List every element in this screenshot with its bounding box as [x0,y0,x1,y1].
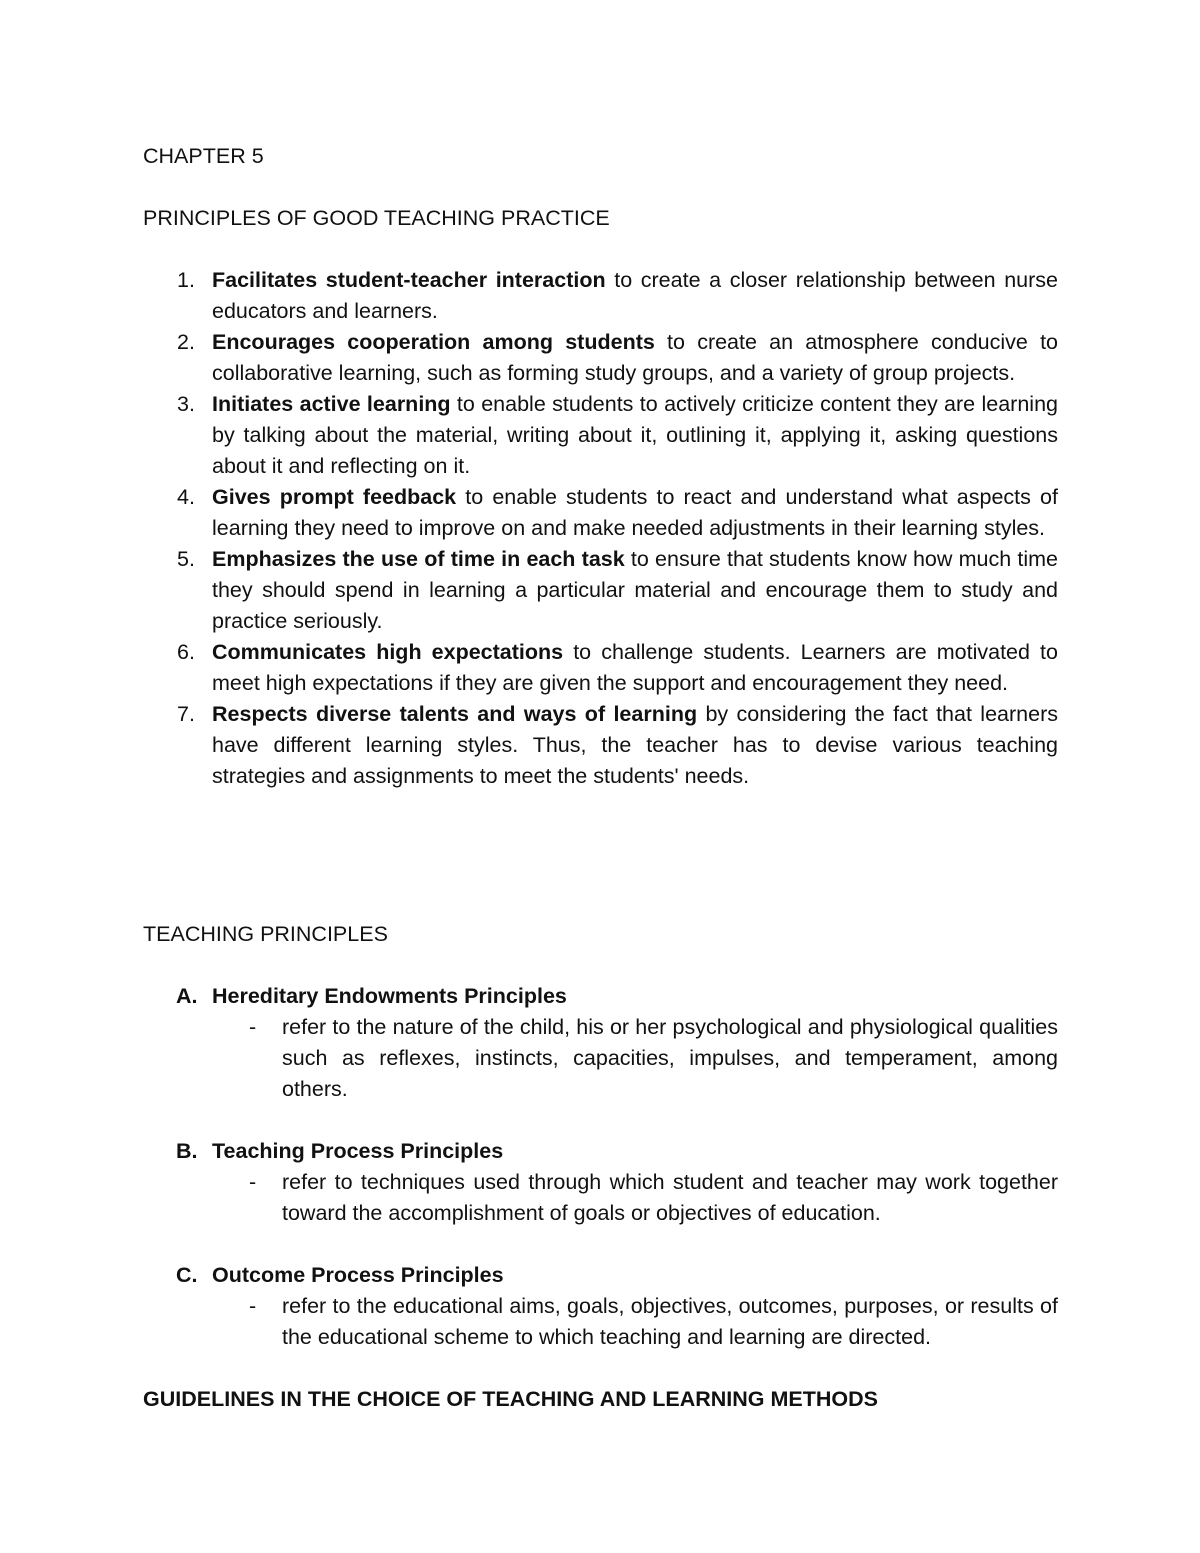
list-item [143,544,1058,637]
teaching-principles-heading: TEACHING PRINCIPLES [143,922,388,946]
list-letter: B. [176,1139,198,1163]
principle-title: Initiates active learning [212,392,451,416]
list-number: 7. [177,702,195,726]
principle-title: Respects diverse talents and ways of learning [212,702,698,726]
principle-description-row [176,1012,1058,1105]
principle-description: refer to the nature of the child, his or her psychological and physiological qualities such as reflexes, instincts, capacities, impulses, and temperament, among others. [282,1015,1058,1101]
principle-text: by considering the fact that learners have different learning styles. Thus, the teacher has to devise various teaching strategies and assignments to meet the students' needs. [212,702,1058,788]
principle-text: to ensure that students know how much time they should spend in learning a particular material and encourage them to study and practice seriously. [212,547,1058,633]
list-item [143,327,1058,389]
principle-text: to create an atmosphere conducive to collaborative learning, such as forming study groups, and a variety of group projects. [212,330,1058,385]
list-item [143,389,1058,482]
principle-text: to enable students to react and understand what aspects of learning they need to improve on and make needed adjustments in their learning styles. [212,485,1058,540]
dash-bullet: - [249,1294,257,1318]
dash-bullet: - [249,1015,257,1039]
list-number: 3. [177,392,195,416]
principle-heading [176,1136,1058,1167]
list-item [143,482,1058,544]
principles-heading: PRINCIPLES OF GOOD TEACHING PRACTICE [143,206,610,230]
principle-name: Teaching Process Principles [212,1139,504,1163]
list-item [143,637,1058,699]
principle-title: Emphasizes the use of time in each task [212,547,625,571]
principle-text: to enable students to actively criticize content they are learning by talking about the material, writing about it, outlining it, applying it, asking questions about it and reflecting on it. [212,392,1058,478]
list-letter: A. [176,984,198,1008]
teaching-principle-c [176,1260,1058,1353]
list-number: 6. [177,640,195,664]
guidelines-heading: GUIDELINES IN THE CHOICE OF TEACHING AND LEARNING METHODS [143,1387,878,1411]
principle-name: Hereditary Endowments Principles [212,984,567,1008]
principle-name: Outcome Process Principles [212,1263,504,1287]
teaching-principle-b [176,1136,1058,1229]
list-item [143,699,1058,792]
list-number: 5. [177,547,195,571]
list-number: 4. [177,485,195,509]
principle-text: to challenge students. Learners are motivated to meet high expectations if they are given the support and encouragement they need. [212,640,1058,695]
principle-title: Gives prompt feedback [212,485,457,509]
principle-heading [176,1260,1058,1291]
principle-description-row [176,1291,1058,1353]
list-number: 2. [177,330,195,354]
list-item [143,265,1058,327]
principle-title: Encourages cooperation among students [212,330,655,354]
principles-list [143,265,1058,792]
principle-description: refer to the educational aims, goals, objectives, outcomes, purposes, or results of the educational scheme to which teaching and learning are directed. [282,1294,1058,1349]
principle-title: Communicates high expectations [212,640,564,664]
principle-text: to create a closer relationship between nurse educators and learners. [212,268,1058,323]
principle-title: Facilitates student-teacher interaction [212,268,606,292]
teaching-principle-a [176,981,1058,1105]
chapter-label: CHAPTER 5 [143,144,264,168]
principle-description-row [176,1167,1058,1229]
list-number: 1. [177,268,195,292]
principle-description: refer to techniques used through which student and teacher may work together toward the accomplishment of goals or objectives of education. [282,1170,1058,1225]
list-letter: C. [176,1263,198,1287]
principle-heading [176,981,1058,1012]
dash-bullet: - [249,1170,257,1194]
